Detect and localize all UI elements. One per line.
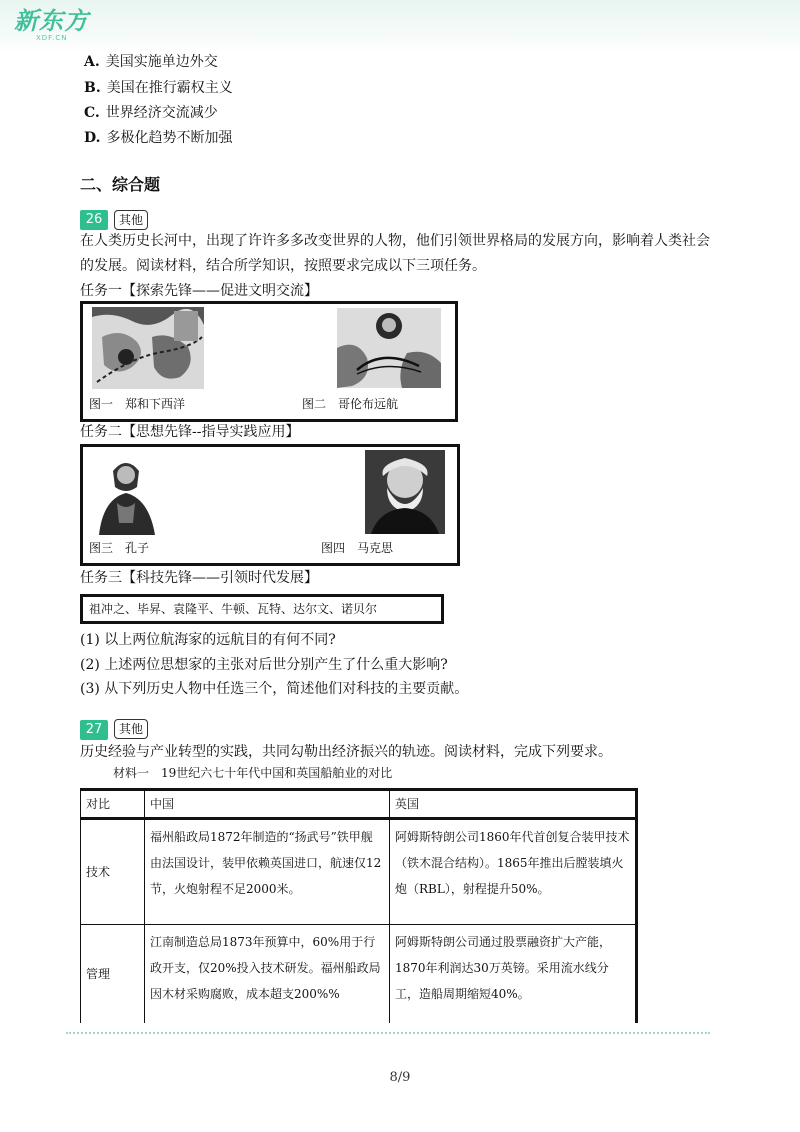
confucius-portrait-image xyxy=(91,453,161,535)
option-text: 世界经济交流减少 xyxy=(105,105,218,121)
table-header-cell: 英国 xyxy=(390,790,637,819)
option-text: 美国实施单边外交 xyxy=(105,54,218,70)
figure-caption-3: 图三 孔子 xyxy=(89,541,150,555)
sub-question-3: (3) 从下列历史人物中任选三个，简述他们对科技的主要贡献。 xyxy=(80,681,469,697)
figure-caption-1: 图一 郑和下西洋 xyxy=(89,397,186,411)
option-key: A. xyxy=(84,54,100,70)
figure-frame-voyages xyxy=(80,301,458,422)
option-text: 多极化趋势不断加强 xyxy=(106,130,233,146)
task-one-title: 任务一【探索先锋——促进文明交流】 xyxy=(80,283,318,299)
option-text: 美国在推行霸权主义 xyxy=(106,80,233,96)
question-tag: 其他 xyxy=(114,719,148,739)
science-figures-box: 祖冲之、毕昇、袁隆平、牛顿、瓦特、达尔文、诺贝尔 xyxy=(80,594,444,624)
row-label: 管理 xyxy=(81,925,145,1023)
comparison-table xyxy=(80,788,638,1023)
marx-portrait-image xyxy=(365,450,445,534)
section-title: 二、综合题 xyxy=(80,175,161,194)
brand-logo xyxy=(14,8,89,42)
page-number: 8/9 xyxy=(389,1070,411,1085)
question-intro: 历史经验与产业转型的实践，共同勾勒出经济振兴的轨迹。阅读材料，完成下列要求。 xyxy=(80,744,612,760)
task-three-title: 任务三【科技先锋——引领时代发展】 xyxy=(80,570,318,586)
table-cell-britain: 阿姆斯特朗公司1860年代首创复合装甲技术（铁木混合结构）。1865年推出后膛装填火炮（RBL），射程提升50%。 xyxy=(390,819,637,925)
option-key: C. xyxy=(84,105,100,121)
question-intro: 在人类历史长河中，出现了许许多多改变世界的人物，他们引领世界格局的发展方向，影响着人类社会的发展。阅读材料，结合所学知识，按照要求完成以下三项任务。 xyxy=(80,233,710,274)
header-band xyxy=(0,0,800,52)
option-a xyxy=(84,53,218,71)
columbus-map-image xyxy=(337,308,441,388)
table-row xyxy=(81,819,637,925)
option-key: D. xyxy=(84,130,101,146)
table-header-row xyxy=(81,790,637,819)
question-number-badge: 27 xyxy=(80,720,108,740)
brand-logo-text: 新东方 xyxy=(14,7,89,35)
table-cell-china: 福州船政局1872年制造的“扬武号”铁甲舰由法国设计，装甲依赖英国进口，航速仅12节，火炮射程不足2000米。 xyxy=(145,819,390,925)
task-two-title: 任务二【思想先锋--指导实践应用】 xyxy=(80,424,300,440)
sub-question-1: (1) 以上两位航海家的远航目的有何不同? xyxy=(80,632,336,648)
table-header-cell: 中国 xyxy=(145,790,390,819)
material-title: 材料一 19世纪六七十年代中国和英国船舶业的对比 xyxy=(113,766,393,780)
brand-logo-subtext: XDF.CN xyxy=(36,34,68,42)
table-row xyxy=(81,925,637,1023)
row-label: 技术 xyxy=(81,819,145,925)
figure-frame-thinkers xyxy=(80,444,460,566)
option-b xyxy=(84,79,233,97)
figure-caption-4: 图四 马克思 xyxy=(321,541,394,555)
question-tag: 其他 xyxy=(114,210,148,230)
option-d xyxy=(84,129,233,147)
zheng-he-map-image xyxy=(92,307,204,389)
option-c xyxy=(84,104,218,122)
figure-caption-2: 图二 哥伦布远航 xyxy=(302,397,399,411)
question-number-badge: 26 xyxy=(80,210,108,230)
table-header-cell: 对比 xyxy=(81,790,145,819)
option-key: B. xyxy=(84,80,101,96)
sub-question-2: (2) 上述两位思想家的主张对后世分别产生了什么重大影响? xyxy=(80,657,448,673)
table-cell-china: 江南制造总局1873年预算中，60%用于行政开支，仅20%投入技术研发。福州船政局因木材采购腐败，成本超支200%% xyxy=(145,925,390,1023)
page-separator xyxy=(66,1032,710,1034)
table-cell-britain: 阿姆斯特朗公司通过股票融资扩大产能，1870年利润达30万英镑。采用流水线分工，造船周期缩短40%。 xyxy=(390,925,637,1023)
